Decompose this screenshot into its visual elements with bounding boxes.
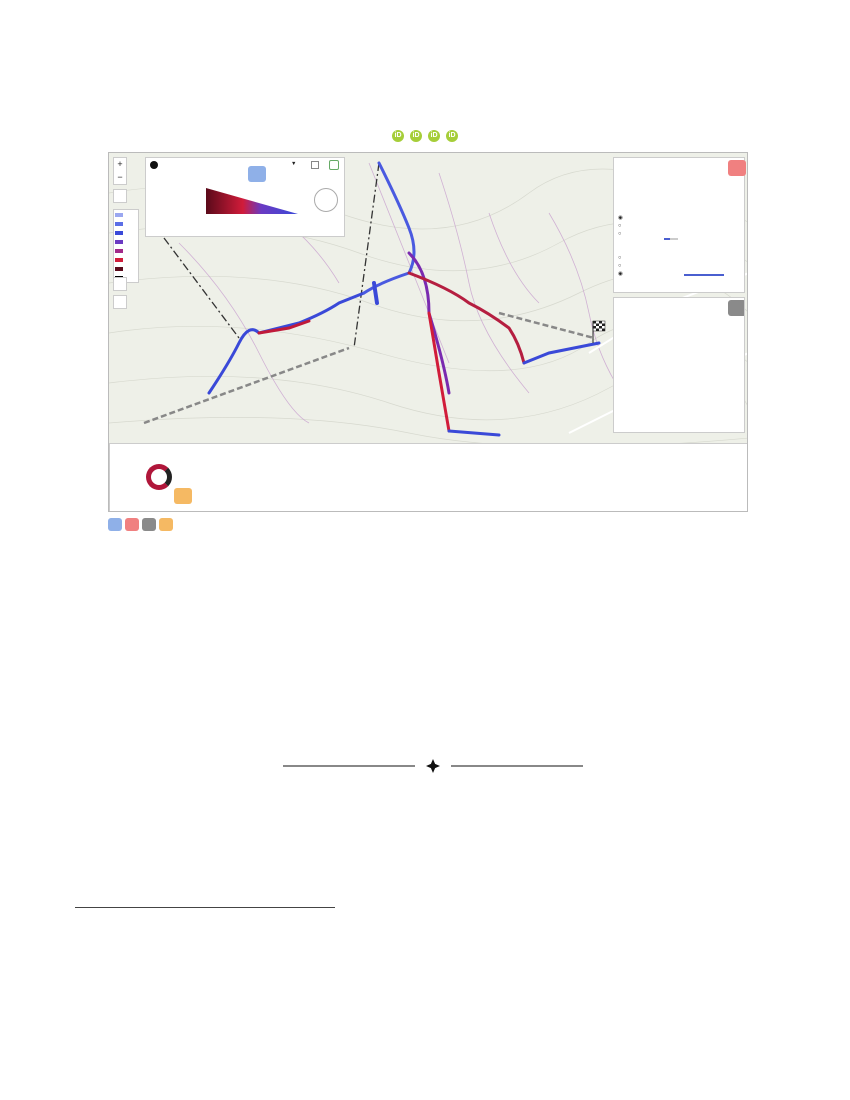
stat-row	[150, 196, 176, 203]
section-divider	[283, 758, 583, 774]
route-donut-icon	[146, 464, 172, 490]
steepness-level-radios	[618, 254, 623, 278]
legend-item	[115, 238, 137, 247]
stat-row	[150, 204, 176, 211]
copy-icon[interactable]	[311, 161, 319, 169]
slope-detail-panel	[145, 157, 345, 237]
figure-1	[108, 152, 748, 512]
search-icon[interactable]	[329, 160, 339, 170]
route-summary-panel	[109, 443, 748, 512]
footnote-rule	[75, 907, 335, 908]
radio-high[interactable]: ◉	[618, 271, 623, 277]
section-heading	[75, 793, 427, 809]
elevation-profile-chart[interactable]	[178, 444, 748, 512]
reset-icon[interactable]	[113, 295, 127, 309]
orcid-icon[interactable]: iD	[410, 130, 422, 142]
zoom-controls	[113, 157, 127, 185]
legend-item	[115, 211, 137, 220]
slope-number-icon	[150, 161, 158, 169]
radio-mid[interactable]: ○	[618, 223, 622, 229]
caption-badge-b	[125, 518, 139, 531]
stat-row	[150, 182, 176, 189]
badge-a	[248, 166, 266, 182]
caption-badge-c	[142, 518, 156, 531]
legend-item	[115, 229, 137, 238]
orcid-icon[interactable]: iD	[392, 130, 404, 142]
radio-high[interactable]: ○	[618, 231, 622, 237]
slope-stats	[150, 182, 176, 232]
zoom-in-button[interactable]: +	[117, 159, 123, 169]
ungroomed-button[interactable]	[670, 238, 678, 240]
matches-panel	[613, 297, 745, 433]
compass-icon	[314, 188, 338, 212]
preferences-panel	[613, 157, 745, 293]
stat-row	[150, 189, 176, 196]
stat-row	[150, 218, 176, 225]
stat-row	[150, 225, 176, 232]
legend-item	[115, 265, 137, 274]
radio-mid[interactable]: ○	[618, 263, 622, 269]
caption-badge-d	[159, 518, 173, 531]
zoom-out-button[interactable]: −	[117, 172, 123, 182]
grooming-level-radios	[618, 214, 623, 238]
steepness-legend	[113, 209, 139, 283]
orcid-icon[interactable]: iD	[428, 130, 440, 142]
grooming-toggle	[664, 238, 678, 240]
stat-row	[150, 211, 176, 218]
figure-caption	[108, 518, 758, 536]
fullscreen-icon[interactable]	[113, 277, 127, 291]
arxiv-stamp	[6, 290, 66, 790]
badge-c	[728, 300, 745, 316]
author-list	[0, 124, 850, 142]
badge-b	[728, 160, 746, 176]
legend-item	[115, 220, 137, 229]
legend-item	[115, 256, 137, 265]
legend-item	[115, 247, 137, 256]
intro-left-column	[75, 793, 427, 815]
orcid-icon[interactable]: iD	[446, 130, 458, 142]
steepness-slider[interactable]	[684, 274, 724, 276]
slope-profile-chart	[204, 186, 300, 216]
radio-low[interactable]: ○	[618, 255, 622, 261]
chevron-down-icon[interactable]: ▼	[291, 161, 297, 167]
radio-low[interactable]: ◉	[618, 215, 623, 221]
caption-badge-a	[108, 518, 122, 531]
layers-icon[interactable]	[113, 189, 127, 203]
